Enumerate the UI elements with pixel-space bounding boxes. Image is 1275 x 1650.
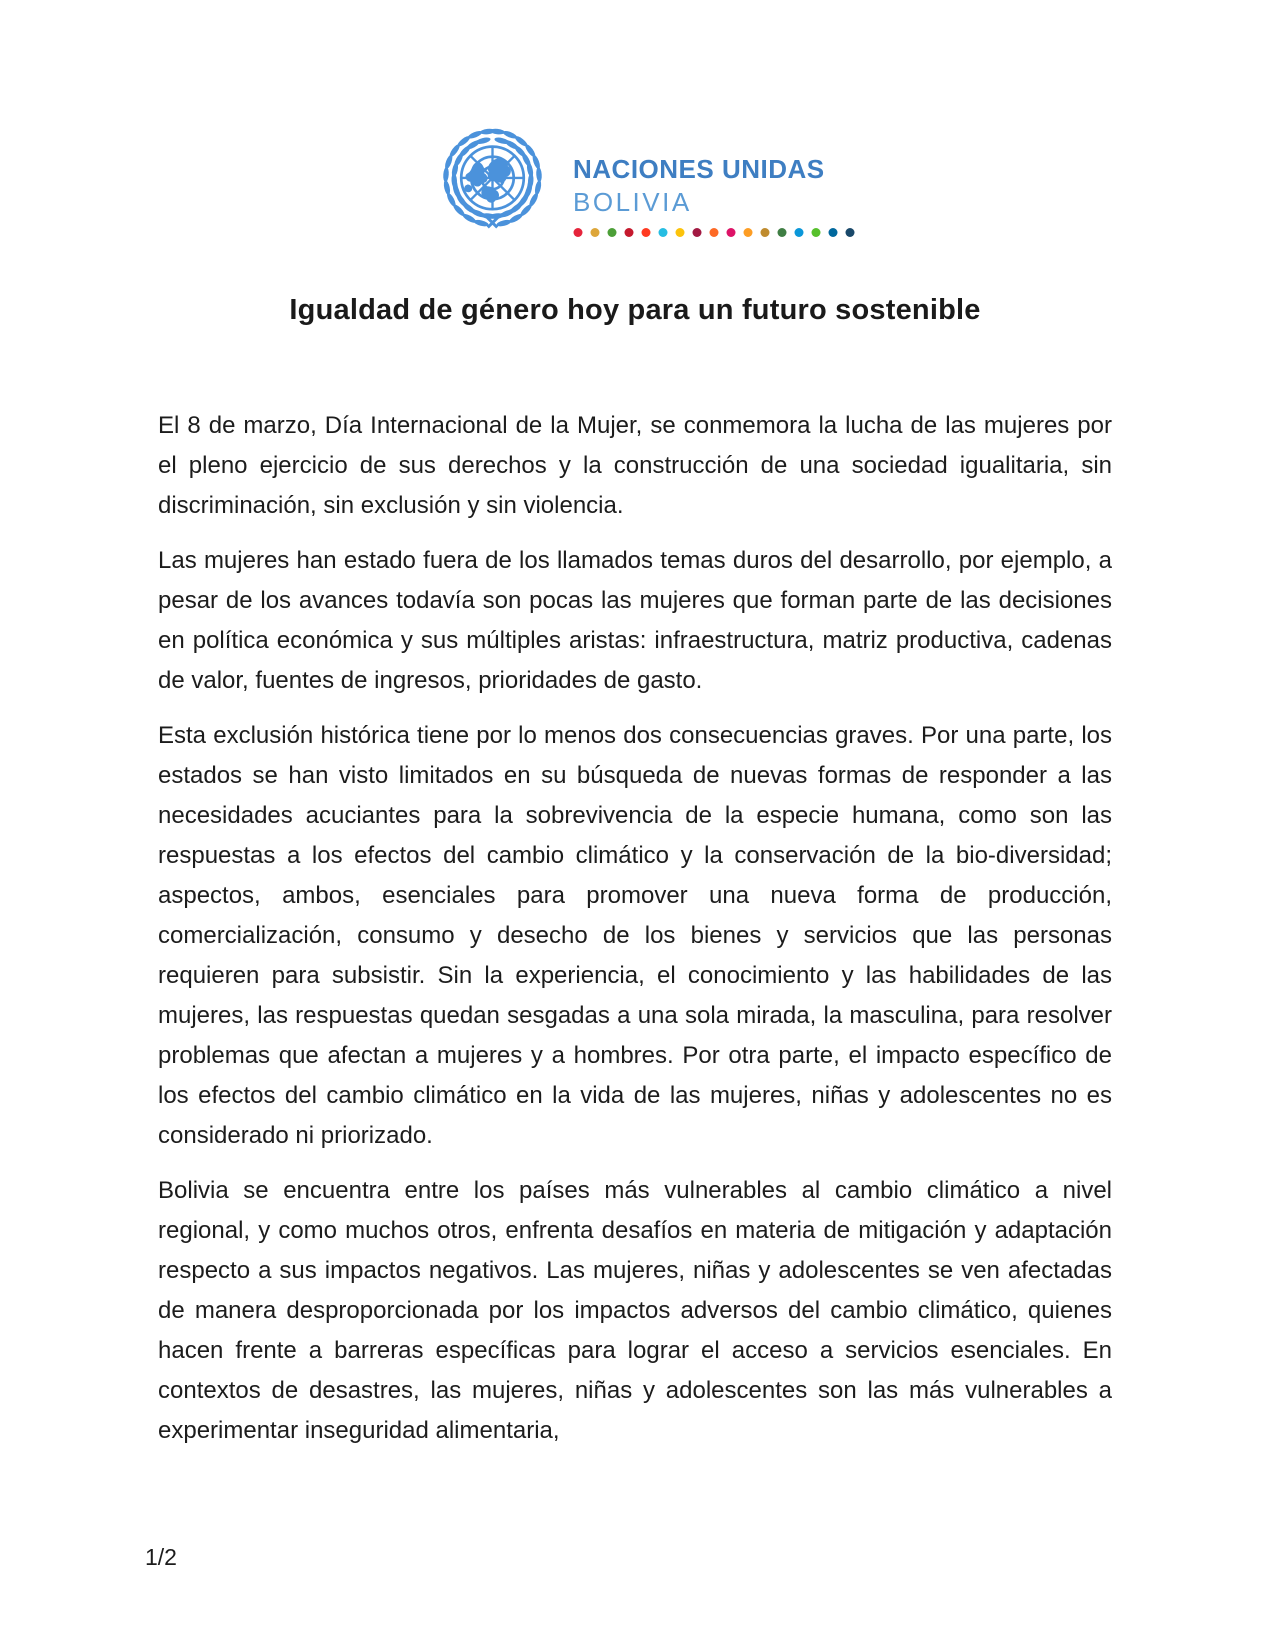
- sdg-dot: [811, 228, 820, 237]
- document-title: Igualdad de género hoy para un futuro sostenible: [289, 294, 981, 326]
- page-number: 1/2: [145, 1544, 177, 1570]
- un-bolivia-logo: [421, 126, 854, 244]
- sdg-dot: [624, 228, 633, 237]
- org-name: NACIONES UNIDAS: [573, 154, 825, 184]
- sdg-dot: [590, 228, 599, 237]
- body-paragraph: Las mujeres han estado fuera de los llamados temas duros del desarrollo, por ejemplo, a pesar de los avances todavía son pocas las mujeres que forman parte de las decisiones en política económica y sus múltiples aristas: infraestructura, matriz productiva, cadenas de valor, fuentes de ingresos, prioridades de gasto.: [158, 547, 1112, 694]
- sdg-dot: [641, 228, 650, 237]
- document-body: [158, 406, 1112, 1451]
- sdg-dot: [828, 228, 837, 237]
- sdg-dot: [777, 228, 786, 237]
- sdg-dot: [726, 228, 735, 237]
- sdg-dot: [845, 228, 854, 237]
- body-paragraph: El 8 de marzo, Día Internacional de la Mujer, se conmemora la lucha de las mujeres por el pleno ejercicio de sus derechos y la construcción de una sociedad igualitaria, sin discriminación, sin exclusión y sin violencia.: [158, 412, 1112, 519]
- sdg-dot: [794, 228, 803, 237]
- sdg-dot: [607, 228, 616, 237]
- body-paragraph: Esta exclusión histórica tiene por lo menos dos consecuencias graves. Por una parte, los estados se han visto limitados en su búsqueda de nuevas formas de responder a las necesidades acuciantes para la sobrevivencia de la especie humana, como son las respuestas a los efectos del cambio climático y la conservación de la bio-diversidad; aspectos, ambos, esenciales para promover una nueva forma de producción, comercialización, consumo y desecho de los bienes y servicios que las personas requieren para subsistir. Sin la experiencia, el conocimiento y las habilidades de las mujeres, las respuestas quedan sesgadas a una sola mirada, la masculina, para resolver problemas que afectan a mujeres y a hombres. Por otra parte, el impacto específico de los efectos del cambio climático en la vida de las mujeres, niñas y adolescentes no es considerado ni priorizado.: [158, 722, 1112, 1149]
- sdg-color-dots: [573, 228, 854, 237]
- sdg-dot: [675, 228, 684, 237]
- logo-text-block: [573, 156, 854, 237]
- sdg-dot: [692, 228, 701, 237]
- sdg-dot: [658, 228, 667, 237]
- sdg-dot: [760, 228, 769, 237]
- sdg-dot: [709, 228, 718, 237]
- sdg-dot: [573, 228, 582, 237]
- country-name: BOLIVIA: [573, 187, 692, 217]
- body-paragraph: Bolivia se encuentra entre los países más vulnerables al cambio climático a nivel regional, y como muchos otros, enfrenta desafíos en materia de mitigación y adaptación respecto a sus impactos negativos. Las mujeres, niñas y adolescentes se ven afectadas de manera desproporcionada por los impactos adversos del cambio climático, quienes hacen frente a barreras específicas para lograr el acceso a servicios esenciales. En contextos de desastres, las mujeres, niñas y adolescentes son las más vulnerables a experimentar inseguridad alimentaria,: [158, 1177, 1112, 1444]
- un-emblem-icon: [421, 126, 563, 244]
- sdg-dot: [743, 228, 752, 237]
